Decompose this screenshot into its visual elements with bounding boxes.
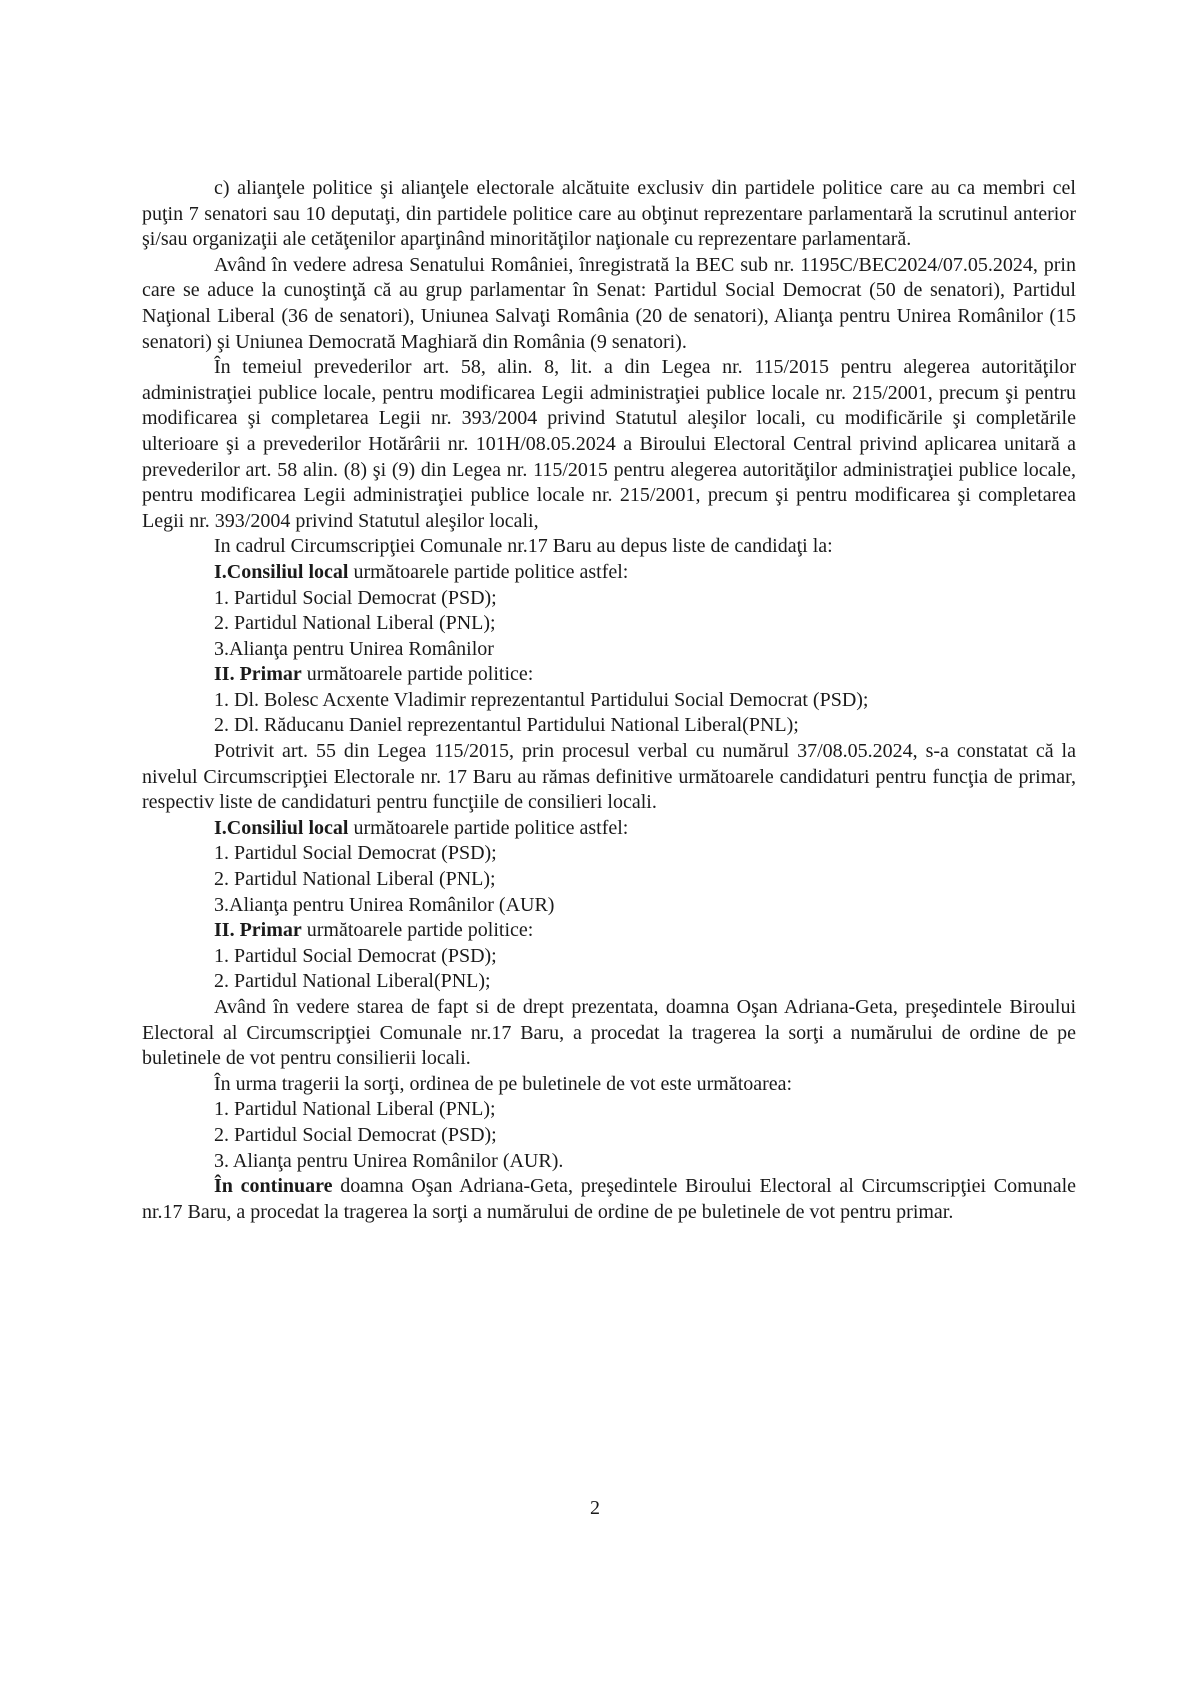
list-item: 2. Partidul Social Democrat (PSD);: [214, 1123, 497, 1146]
list-item: 1. Partidul National Liberal (PNL);: [214, 1098, 496, 1121]
heading-bold: II. Primar: [214, 663, 302, 686]
paragraph-definitive-candidates: Potrivit art. 55 din Legea 115/2015, prin procesul verbal cu numărul 37/08.05.2024, s-a constatat că la nivelul Circumscripţiei Electorale nr. 17 Baru au rămas definitive următoarele candidaturi pentru funcţia de primar, respectiv liste de candidaturi pentru funcţiile de consilieri locali.: [142, 740, 1076, 814]
list-item: 1. Partidul Social Democrat (PSD);: [214, 586, 497, 609]
list-item: 3.Alianţa pentru Unirea Românilor: [214, 637, 494, 660]
list-heading-mayor: [142, 662, 1076, 688]
list-item: 1. Dl. Bolesc Acxente Vladimir reprezentantul Partidului Social Democrat (PSD);: [214, 688, 869, 711]
list-heading-local-council: [142, 816, 1076, 842]
list-heading-mayor: [142, 918, 1076, 944]
list-item: 3. Alianţa pentru Unirea Românilor (AUR).: [214, 1149, 564, 1172]
page-number: 2: [590, 1497, 600, 1519]
paragraph-draw-mayor: [142, 1174, 1076, 1225]
paragraph-rest: doamna Oşan Adriana-Geta, preşedintele Biroului Electoral al Circumscripţiei Comunale nr.17 Baru, a procedat la tragerea la sorţi a numărului de ordine de pe buletinele de vot pentru primar.: [142, 1175, 1076, 1223]
paragraph-draw-council: Având în vedere starea de fapt si de drept prezentata, doamna Oşan Adriana-Geta, preşedintele Biroului Electoral al Circumscripţiei Comunale nr.17 Baru, a procedat la tragerea la sorţi a numărului de ordine de pe buletinele de vot pentru consilierii locali.: [142, 996, 1076, 1070]
list-item: 2. Dl. Răducanu Daniel reprezentantul Partidului National Liberal(PNL);: [214, 714, 799, 737]
list-heading-local-council: [142, 560, 1076, 586]
heading-rest: următoarele partide politice astfel:: [348, 816, 629, 839]
heading-rest: următoarele partide politice:: [301, 663, 534, 686]
list-item: 1. Partidul Social Democrat (PSD);: [214, 944, 497, 967]
heading-bold: I.Consiliul local: [214, 816, 349, 839]
paragraph-draw-result: În urma tragerii la sorţi, ordinea de pe buletinele de vot este următoarea:: [214, 1072, 793, 1095]
heading-bold: II. Primar: [214, 919, 302, 942]
heading-rest: următoarele partide politice astfel:: [348, 560, 629, 583]
heading-bold: I.Consiliul local: [214, 560, 349, 583]
list-item: 2. Partidul National Liberal(PNL);: [214, 970, 491, 993]
paragraph-legal-basis: În temeiul prevederilor art. 58, alin. 8, lit. a din Legea nr. 115/2015 pentru alegerea autorităţilor administraţiei publice locale, pentru modificarea Legii administraţiei publice locale nr. 215/2001, precum şi pentru modificarea şi completarea Legii nr. 393/2004 privind Statutul aleşilor locali, cu modificările şi completările ulterioare şi a prevederilor Hotărârii nr. 101H/08.05.2024 a Biroului Electoral Central privind aplicarea unitară a prevederilor art. 58 alin. (8) şi (9) din Legea nr. 115/2015 pentru alegerea autorităţilor administraţiei publice locale, pentru modificarea Legii administraţiei publice locale nr. 215/2001, precum şi pentru modificarea şi completarea Legii nr. 393/2004 privind Statutul aleşilor locali,: [142, 356, 1076, 532]
heading-rest: următoarele partide politice:: [301, 919, 534, 942]
paragraph-submitted-lists: In cadrul Circumscripţiei Comunale nr.17 Baru au depus liste de candidaţi la:: [214, 535, 833, 558]
paragraph-senate-address: Având în vedere adresa Senatului României, înregistrată la BEC sub nr. 1195C/BEC2024/07.05.2024, prin care se aduce la cunoştinţă că au grup parlamentar în Senat: Partidul Social Democrat (50 de senatori), Partidul Naţional Liberal (36 de senatori), Uniunea Salvaţi România (20 de senatori), Alianţa pentru Unirea Românilor (15 senatori) şi Uniunea Democrată Maghiară din România (9 senatori).: [142, 253, 1076, 353]
document-body: [142, 176, 1076, 1225]
list-item: 2. Partidul National Liberal (PNL);: [214, 612, 496, 635]
list-item: 1. Partidul Social Democrat (PSD);: [214, 842, 497, 865]
list-item: 3.Alianţa pentru Unirea Românilor (AUR): [214, 893, 555, 916]
list-item: 2. Partidul National Liberal (PNL);: [214, 868, 496, 891]
paragraph-bold-lead: În continuare: [214, 1175, 333, 1198]
paragraph-alliances: c) alianţele politice şi alianţele electorale alcătuite exclusiv din partidele politice care au ca membri cel puţin 7 senatori sau 10 deputaţi, din partidele politice care au obţinut reprezentare parlamentară la scrutinul anterior şi/sau organizaţii ale cetăţenilor aparţinând minorităţilor naţionale cu reprezentare parlamentară.: [142, 177, 1076, 251]
